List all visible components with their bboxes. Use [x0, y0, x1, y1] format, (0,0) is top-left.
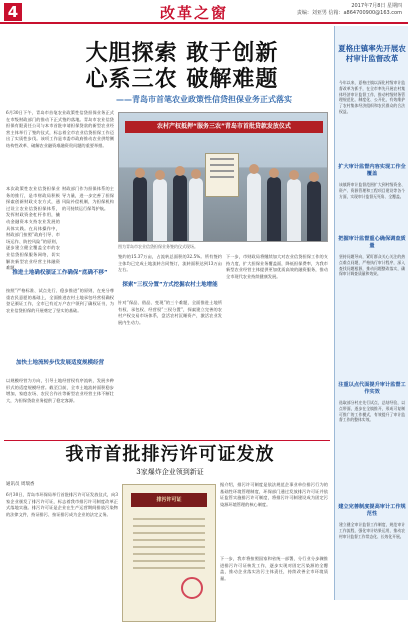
right-column [334, 26, 408, 600]
article1-title [62, 40, 302, 92]
main-content [0, 26, 332, 600]
article1-col-a3: 以规模经营为方向，引导土地经营权有序流转，发展多种形式的适度规模经营。截至目前，全市土地流转面积稳步增加，家庭农场、农民合作社等新型农业经营主体不断壮大，为担保贷款业务提供了稳定客源。 [6, 378, 114, 403]
article1-title-line1: 大胆探索 敢于创新 [85, 40, 279, 66]
article1-intro: 6月30日下午，青岛市首笔农业政策性信贷担保业务正式在市级财政部门的推动下正式签约落地。青岛市农业信贷担保有限责任公司与本市首批申请担保贷款的新型农业经营主体举行了签约仪式，标志着全市农业信贷担保工作迈出了实质性步伐。该项工作是市委市政府推动农业供给侧结构性改革、破解农业融资难融资贵问题的重要举措。 [6, 110, 114, 148]
right-main-body: 今年以来，夏格庄镇以深化村级审计监督改革为抓手，在全市率先开展农村集体经济审计监督工作，推动村级财务管理规范化、制度化、公开化，有效维护了农村集体经济组织和农民群众的合法权益。 [339, 80, 405, 114]
right-subhead-4: 建立完善制度提高审计工作规范性 [338, 504, 406, 517]
permit-certificate [122, 484, 216, 622]
header-info [297, 3, 402, 17]
right-main-title: 夏格庄镇率先开展农村审计监督改革 [338, 44, 406, 63]
page-number: 4 [4, 3, 22, 21]
photo-caption: 图为青岛市农业信贷担保业务签约仪式现场。 [118, 244, 198, 249]
certificate-board [205, 153, 239, 197]
person-figure [247, 173, 261, 241]
person-figure [173, 175, 187, 241]
right-body-4: 建立健全审计监督工作制度，规范审计工作流程，强化审计结果运用，推动农村审计监督工作常态化、长效化开展。 [339, 522, 405, 539]
right-body-2: 坚持问题导向，紧盯群众关心关注的热点难点问题，严格执行审计程序，深入查找问题根源，推动问题整改落实，确保审计调查质量和效果。 [339, 254, 405, 277]
right-subhead-1: 扩大审计监督内容实现工作全覆盖 [338, 164, 406, 177]
header-rule [0, 22, 408, 24]
editor-line: 责编：刘亚男 信箱：a864700900@163.com [296, 10, 402, 16]
article2-title: 我市首批排污许可证发放 [65, 444, 275, 465]
ceremony-photo [118, 112, 328, 242]
article-divider [4, 440, 330, 441]
section-title: 改革之窗 [160, 4, 229, 22]
article1-col-b1: 签约的15.37万亩，占流转总面积的32.5%。所有签约主体均已完成土地流转合同签订，流转面积达到13万亩左右。 [118, 254, 222, 273]
article1-subhead-1: 推进土地确权颁证工作确保“底确不移” [12, 270, 108, 276]
right-subhead-3: 注重以点代面提升审计监督工作实效 [338, 382, 406, 395]
person-figure [287, 179, 301, 241]
right-subhead-2: 把握审计监督重心确保调查质量 [338, 236, 406, 249]
article1-col-b2: 针对“保品、借品、变现”的三个难题，全面推进土地所有权、承包权、经营权“三权分置”，探索建立完善的农村产权交易市场体系，盘活农村沉睡资产，激活农业发展内生动力。 [118, 300, 222, 325]
article2-col2: 据介绍，排污许可制度是依法规范企事业单位排污行为的基础性环境管理制度，环保部门通过发放排污许可证并依证监管实施排污许可制度，将排污许可制建设成为固定污染源环境管理的核心制度。 [220, 482, 328, 507]
person-figure [267, 177, 281, 241]
article2-byline: 通讯员 周瑞香 [6, 482, 35, 487]
article1-col-a1: 本次政策性农业信贷担保业务的推行，是市财政局积极探索创新财政支农方式，通过设立农业信贷担保体系，发挥财政资金杠杆作用，撬动金融资本支持农业发展的具体实践。在具体操作中，财政部门按照“政府引导、市场运作、防控风险”的原则，逐步建立健全覆盖全市的农业信贷担保服务网络，切实解决新型农业经营主体融资难题。 [6, 186, 60, 271]
right-body-1: 该镇将审计监督范围扩大到村级资金、资产、资源管理和工程项目建设等各个方面，实现审计监督无死角、全覆盖。 [339, 182, 405, 199]
certificate-lines [133, 513, 205, 574]
article1-title-line2: 心系三农 破解难题 [85, 66, 279, 92]
article2-col3: 下一步，我市将按照国家和省统一部署，分行业分步骤推进排污许可证核发工作，逐步实现对固定污染源的全覆盖，推动企业落实治污主体责任，持续改善全市环境质量。 [220, 556, 328, 581]
person-figure [189, 178, 203, 241]
article1-col-a2: 按照“严格标准、试点先行、稳步推进”的原则，在充分尊重农民意愿的基础上，全面推进农村土地承包经营权确权登记颁证工作，全市已有近万户农户领到了确权证书，为农业信贷担保的开展奠定了坚实的基础。 [6, 288, 114, 313]
red-seal-stamp [181, 577, 203, 599]
date-line: 2017年7月8日 星期四 [351, 3, 402, 9]
person-figure [307, 181, 321, 241]
article2-subtitle: 3家爆炸企业领到新证 [136, 468, 204, 476]
right-body-3: 选取部分村庄先行试点，总结经验，以点带面，逐步在全镇推开，形成可复制可推广的工作模式，有效提升了审计监督工作的整体实效。 [339, 400, 405, 423]
person-figure [153, 179, 167, 241]
article1-col-c2: 下一步，市财政局将继续加大对农业信贷担保工作的支持力度，扩大担保业务覆盖面，降低担保费率，为我市新型农业经营主体提供更加优质高效的融资服务，推动全市现代农业持续健康发展。 [226, 254, 328, 279]
certificate-heading: 排污许可证 [131, 493, 207, 507]
article1-subhead-3: 探索“三权分置”方式挖掘农村土地增能 [122, 282, 218, 288]
article1-subhead-2: 加快土地流转步伐发展适度规模经营 [15, 360, 104, 366]
ceremony-banner: 农村产权抵押“服务三农”青岛市首批贷款发放仪式 [125, 121, 323, 133]
person-figure [133, 177, 147, 241]
page-header [0, 0, 408, 24]
article1-subtitle: ——青岛市首笔农业政策性信贷担保业务正式落实 [116, 95, 292, 104]
article2-col1: 6月30日，青岛市环保局举行首批排污许可证发放仪式，向3家企业颁发了排污许可证，标志着我市排污许可制度改革正式落地实施。排污许可证是企业在生产运营期间排放污染物的法律文件，持证排污、按证排污成为企业的法定义务。 [6, 492, 118, 517]
article1-col-a1b: 财政部门作为担保体系的主导力量，进一步完善了担保风险补偿机制，为担保机构的可持续运行保驾护航。 [62, 186, 114, 211]
